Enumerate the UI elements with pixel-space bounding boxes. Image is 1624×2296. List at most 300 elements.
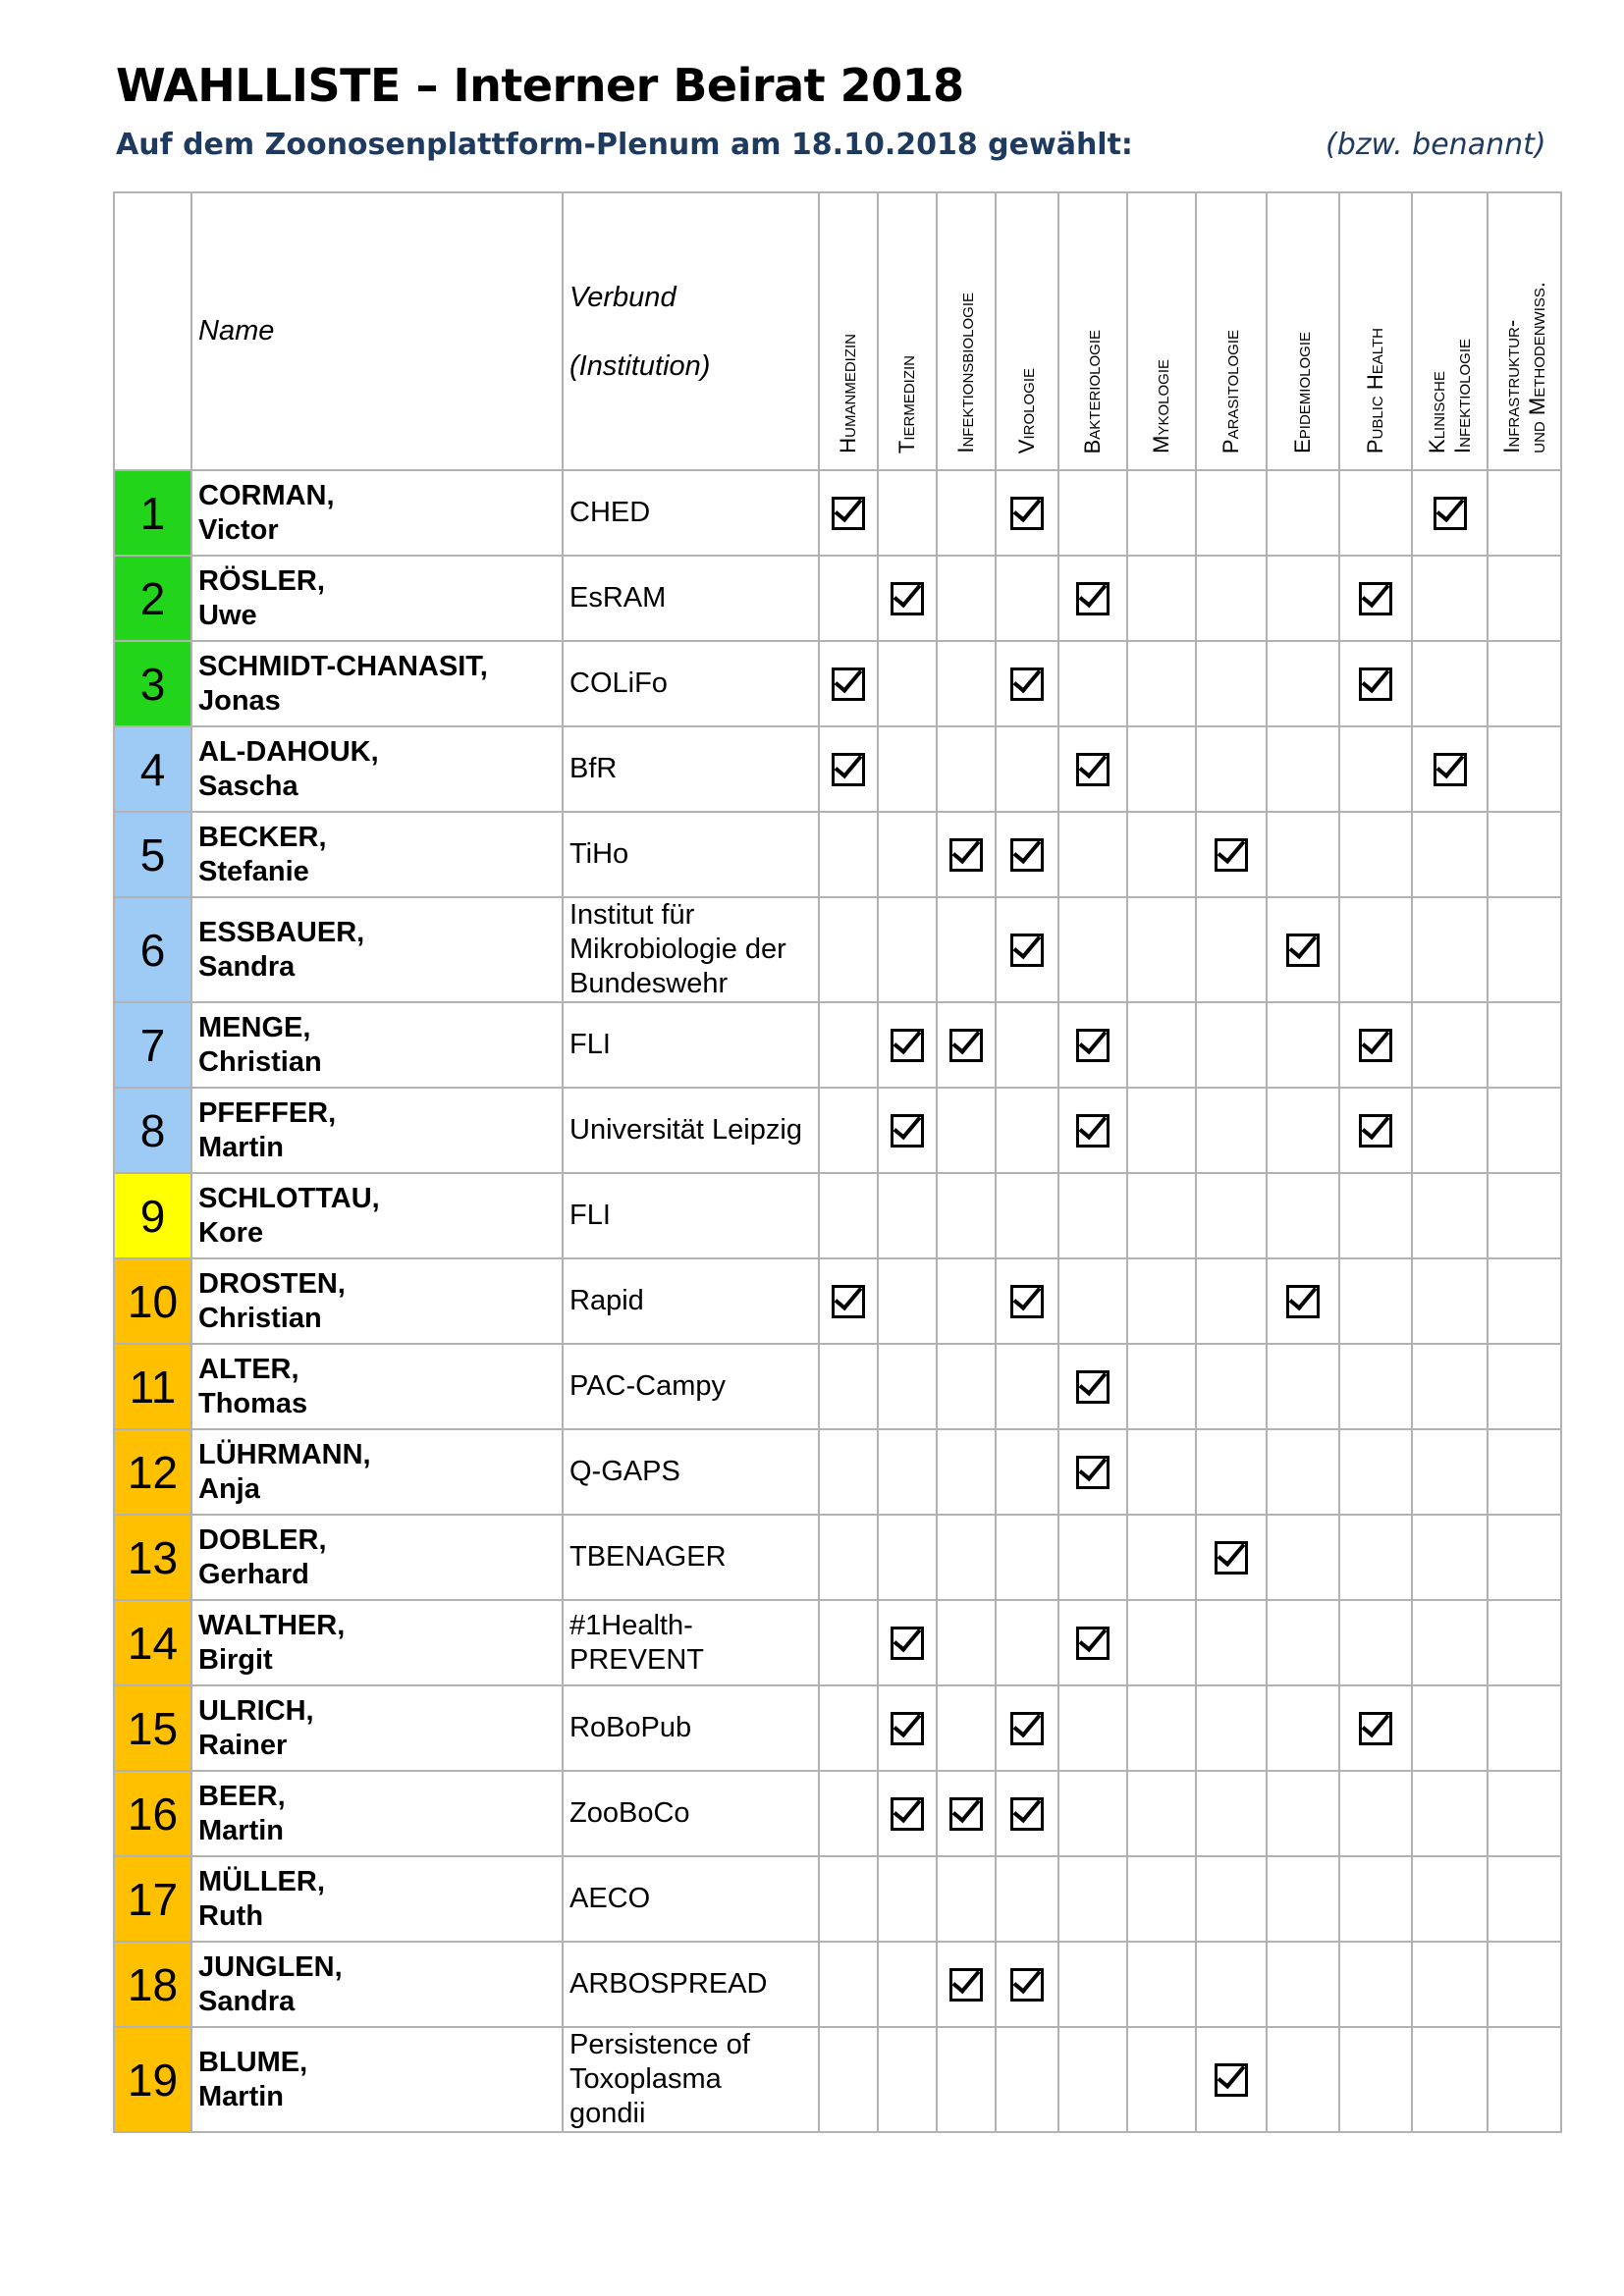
discipline-cell xyxy=(996,1856,1058,1942)
discipline-cell xyxy=(1058,1344,1127,1429)
member-first-name: Anja xyxy=(198,1472,260,1505)
discipline-cell xyxy=(1488,556,1561,641)
discipline-cell xyxy=(1412,1515,1488,1600)
member-last-name: CORMAN, xyxy=(198,479,335,511)
discipline-cell xyxy=(1488,812,1561,897)
discipline-cell xyxy=(1412,1344,1488,1429)
member-name xyxy=(191,556,563,641)
discipline-cell xyxy=(937,1002,996,1088)
discipline-cell xyxy=(1339,1258,1412,1344)
discipline-cell xyxy=(1127,556,1196,641)
discipline-cell xyxy=(1267,1515,1339,1600)
discipline-cell xyxy=(1196,1344,1267,1429)
discipline-cell xyxy=(819,1942,878,2027)
member-first-name: Victor xyxy=(198,513,279,546)
discipline-cell xyxy=(1058,897,1127,1002)
member-first-name: Gerhard xyxy=(198,1558,309,1590)
row-number: 9 xyxy=(114,1173,191,1258)
discipline-cell xyxy=(1412,1856,1488,1942)
header-humanmedizin: Humanmedizin xyxy=(819,192,878,470)
header-tiermedizin: Tiermedizin xyxy=(878,192,937,470)
discipline-cell xyxy=(1127,641,1196,726)
discipline-cell xyxy=(1339,1771,1412,1856)
member-first-name: Rainer xyxy=(198,1729,288,1761)
discipline-cell xyxy=(1058,641,1127,726)
verbund-line: Persistence of xyxy=(569,2029,750,2060)
member-verbund xyxy=(563,1600,819,1685)
discipline-cell xyxy=(1267,1600,1339,1685)
discipline-cell xyxy=(1196,1258,1267,1344)
checked-box-icon xyxy=(891,582,924,615)
checked-box-icon xyxy=(1010,1712,1044,1745)
verbund-line: Institut für xyxy=(569,899,695,931)
discipline-cell xyxy=(937,1942,996,2027)
row-number: 14 xyxy=(114,1600,191,1685)
discipline-cell xyxy=(996,1429,1058,1515)
member-name xyxy=(191,470,563,556)
discipline-cell xyxy=(1058,556,1127,641)
discipline-cell xyxy=(937,1600,996,1685)
discipline-cell xyxy=(1196,1429,1267,1515)
discipline-cell xyxy=(1339,1685,1412,1771)
discipline-cell xyxy=(1488,1600,1561,1685)
discipline-cell xyxy=(819,1685,878,1771)
discipline-cell xyxy=(996,897,1058,1002)
member-last-name: DOBLER, xyxy=(198,1523,327,1556)
checked-box-icon xyxy=(1434,497,1467,530)
discipline-cell xyxy=(1127,1685,1196,1771)
discipline-cell xyxy=(1488,1429,1561,1515)
discipline-cell xyxy=(996,470,1058,556)
discipline-cell xyxy=(996,1344,1058,1429)
checked-box-icon xyxy=(1286,934,1320,967)
discipline-cell xyxy=(1058,1942,1127,2027)
row-number: 2 xyxy=(114,556,191,641)
member-last-name: ESSBAUER, xyxy=(198,916,365,948)
member-verbund xyxy=(563,2027,819,2132)
discipline-cell xyxy=(937,1856,996,1942)
discipline-cell xyxy=(1339,470,1412,556)
discipline-cell xyxy=(878,812,937,897)
discipline-cell xyxy=(1488,726,1561,812)
discipline-cell xyxy=(996,2027,1058,2132)
discipline-cell xyxy=(1058,1002,1127,1088)
discipline-cell xyxy=(1127,897,1196,1002)
discipline-cell xyxy=(1412,470,1488,556)
checked-box-icon xyxy=(832,667,865,701)
discipline-cell xyxy=(1412,1942,1488,2027)
checked-box-icon xyxy=(1076,1627,1110,1660)
discipline-cell xyxy=(1412,726,1488,812)
discipline-cell xyxy=(937,470,996,556)
discipline-cell xyxy=(1412,556,1488,641)
member-last-name: ALTER, xyxy=(198,1353,299,1385)
discipline-cell xyxy=(1127,1942,1196,2027)
discipline-cell xyxy=(996,556,1058,641)
table-row xyxy=(114,470,1561,556)
discipline-cell xyxy=(1339,2027,1412,2132)
discipline-cell xyxy=(1127,726,1196,812)
member-name xyxy=(191,2027,563,2132)
discipline-cell xyxy=(819,1515,878,1600)
discipline-cell xyxy=(1339,726,1412,812)
checked-box-icon xyxy=(1359,1029,1392,1062)
table-row xyxy=(114,1771,1561,1856)
discipline-cell xyxy=(1339,1856,1412,1942)
discipline-cell xyxy=(1267,1856,1339,1942)
row-number: 3 xyxy=(114,641,191,726)
discipline-cell xyxy=(937,556,996,641)
discipline-cell xyxy=(878,1856,937,1942)
checked-box-icon xyxy=(949,1029,983,1062)
discipline-cell xyxy=(878,1088,937,1173)
discipline-cell xyxy=(1488,1344,1561,1429)
table-row xyxy=(114,1088,1561,1173)
table-row xyxy=(114,1685,1561,1771)
discipline-cell xyxy=(819,1173,878,1258)
member-verbund: FLI xyxy=(563,1173,819,1258)
discipline-cell xyxy=(878,726,937,812)
discipline-cell xyxy=(996,1515,1058,1600)
checked-box-icon xyxy=(1076,1370,1110,1404)
member-name xyxy=(191,1002,563,1088)
verbund-line: gondii xyxy=(569,2098,646,2129)
member-verbund: AECO xyxy=(563,1856,819,1942)
checked-box-icon xyxy=(1010,1968,1044,2002)
member-name xyxy=(191,1942,563,2027)
discipline-cell xyxy=(937,1685,996,1771)
discipline-cell xyxy=(1267,1173,1339,1258)
member-first-name: Sandra xyxy=(198,950,296,983)
member-first-name: Thomas xyxy=(198,1387,308,1419)
discipline-cell xyxy=(878,2027,937,2132)
discipline-cell xyxy=(1488,1685,1561,1771)
table-row xyxy=(114,1856,1561,1942)
checked-box-icon xyxy=(832,497,865,530)
verbund-line: Bundeswehr xyxy=(569,968,729,999)
checked-box-icon xyxy=(949,838,983,872)
member-last-name: SCHMIDT-CHANASIT, xyxy=(198,650,488,682)
discipline-cell xyxy=(878,897,937,1002)
discipline-cell xyxy=(996,1258,1058,1344)
discipline-cell xyxy=(1127,2027,1196,2132)
table-body xyxy=(114,470,1561,2132)
member-name xyxy=(191,1258,563,1344)
member-verbund: EsRAM xyxy=(563,556,819,641)
row-number: 15 xyxy=(114,1685,191,1771)
discipline-cell xyxy=(1412,897,1488,1002)
checked-box-icon xyxy=(1076,1029,1110,1062)
document-subtitle: Auf dem Zoonosenplattform-Plenum am 18.10.2018 gewählt: xyxy=(116,128,1133,162)
discipline-cell xyxy=(1127,1429,1196,1515)
discipline-cell xyxy=(1488,1002,1561,1088)
header-infrastruktur-methodenwiss: Infrastruktur- und Methodenwiss. xyxy=(1488,192,1561,470)
discipline-cell xyxy=(878,1515,937,1600)
discipline-cell xyxy=(1127,470,1196,556)
discipline-cell xyxy=(1488,1258,1561,1344)
member-first-name: Martin xyxy=(198,2080,284,2112)
discipline-cell xyxy=(1412,1002,1488,1088)
document-note: (bzw. benannt) xyxy=(1326,128,1546,162)
discipline-cell xyxy=(878,1429,937,1515)
row-number: 6 xyxy=(114,897,191,1002)
discipline-cell xyxy=(1127,1173,1196,1258)
discipline-cell xyxy=(819,1002,878,1088)
checked-box-icon xyxy=(1359,667,1392,701)
discipline-cell xyxy=(1339,1515,1412,1600)
row-number: 8 xyxy=(114,1088,191,1173)
discipline-cell xyxy=(1339,556,1412,641)
discipline-cell xyxy=(937,1088,996,1173)
discipline-cell xyxy=(1488,641,1561,726)
discipline-cell xyxy=(1488,1515,1561,1600)
member-name xyxy=(191,1600,563,1685)
table-row xyxy=(114,1942,1561,2027)
member-name xyxy=(191,641,563,726)
header-verbund-label: Verbund xyxy=(569,281,677,313)
checked-box-icon xyxy=(949,1797,983,1831)
discipline-cell xyxy=(1267,897,1339,1002)
discipline-cell xyxy=(819,641,878,726)
header-bakteriologie: Bakteriologie xyxy=(1058,192,1127,470)
discipline-cell xyxy=(937,812,996,897)
checked-box-icon xyxy=(1286,1285,1320,1318)
row-number: 10 xyxy=(114,1258,191,1344)
discipline-cell xyxy=(937,1173,996,1258)
verbund-line: Toxoplasma xyxy=(569,2063,722,2095)
discipline-cell xyxy=(819,897,878,1002)
discipline-cell xyxy=(1488,1088,1561,1173)
checked-box-icon xyxy=(1076,753,1110,786)
row-number: 7 xyxy=(114,1002,191,1088)
discipline-cell xyxy=(1267,1258,1339,1344)
discipline-cell xyxy=(1127,1344,1196,1429)
member-first-name: Birgit xyxy=(198,1643,273,1676)
member-first-name: Christian xyxy=(198,1302,322,1334)
member-last-name: BECKER, xyxy=(198,821,327,853)
row-number: 16 xyxy=(114,1771,191,1856)
header-mykologie: Mykologie xyxy=(1127,192,1196,470)
header-parasitologie: Parasitologie xyxy=(1196,192,1267,470)
discipline-cell xyxy=(1412,1088,1488,1173)
discipline-cell xyxy=(1196,556,1267,641)
discipline-cell xyxy=(937,1429,996,1515)
table-row xyxy=(114,1429,1561,1515)
discipline-cell xyxy=(1412,641,1488,726)
discipline-cell xyxy=(937,897,996,1002)
header-institution-label: (Institution) xyxy=(569,349,711,382)
discipline-cell xyxy=(878,1771,937,1856)
header-epidemiologie: Epidemiologie xyxy=(1267,192,1339,470)
member-name xyxy=(191,1685,563,1771)
member-last-name: BEER, xyxy=(198,1780,286,1812)
discipline-cell xyxy=(1127,1771,1196,1856)
member-verbund: Universität Leipzig xyxy=(563,1088,819,1173)
checked-box-icon xyxy=(891,1712,924,1745)
checked-box-icon xyxy=(1434,753,1467,786)
header-public-health: Public Health xyxy=(1339,192,1412,470)
discipline-cell xyxy=(878,1600,937,1685)
discipline-cell xyxy=(1412,2027,1488,2132)
table-header-row xyxy=(114,192,1561,470)
discipline-cell xyxy=(878,1173,937,1258)
discipline-cell xyxy=(1196,812,1267,897)
member-verbund: Rapid xyxy=(563,1258,819,1344)
member-name xyxy=(191,1173,563,1258)
discipline-cell xyxy=(1196,1856,1267,1942)
row-number: 17 xyxy=(114,1856,191,1942)
checked-box-icon xyxy=(1076,1456,1110,1489)
discipline-cell xyxy=(1339,641,1412,726)
checked-box-icon xyxy=(1010,934,1044,967)
discipline-cell xyxy=(819,470,878,556)
discipline-cell xyxy=(1127,812,1196,897)
discipline-cell xyxy=(1196,1942,1267,2027)
checked-box-icon xyxy=(891,1797,924,1831)
discipline-cell xyxy=(996,1173,1058,1258)
row-number: 18 xyxy=(114,1942,191,2027)
member-verbund: ZooBoCo xyxy=(563,1771,819,1856)
checked-box-icon xyxy=(1010,667,1044,701)
member-name xyxy=(191,1088,563,1173)
member-verbund: BfR xyxy=(563,726,819,812)
member-first-name: Martin xyxy=(198,1131,284,1163)
discipline-cell xyxy=(1127,1002,1196,1088)
member-last-name: BLUME, xyxy=(198,2046,308,2078)
checked-box-icon xyxy=(1076,582,1110,615)
member-verbund: ARBOSPREAD xyxy=(563,1942,819,2027)
document-title: WAHLLISTE – Interner Beirat 2018 xyxy=(116,59,964,112)
discipline-cell xyxy=(1412,1685,1488,1771)
discipline-cell xyxy=(1339,897,1412,1002)
discipline-cell xyxy=(1196,1173,1267,1258)
checked-box-icon xyxy=(1076,1114,1110,1148)
checked-box-icon xyxy=(1010,838,1044,872)
discipline-cell xyxy=(878,1344,937,1429)
discipline-cell xyxy=(1058,726,1127,812)
discipline-cell xyxy=(1267,2027,1339,2132)
discipline-cell xyxy=(1412,1258,1488,1344)
discipline-cell xyxy=(1488,897,1561,1002)
discipline-cell xyxy=(937,2027,996,2132)
discipline-cell xyxy=(1196,897,1267,1002)
discipline-cell xyxy=(996,641,1058,726)
discipline-cell xyxy=(1058,2027,1127,2132)
member-name xyxy=(191,897,563,1002)
discipline-cell xyxy=(937,1515,996,1600)
member-name xyxy=(191,1856,563,1942)
checked-box-icon xyxy=(832,753,865,786)
discipline-cell xyxy=(1058,812,1127,897)
discipline-cell xyxy=(996,1600,1058,1685)
discipline-cell xyxy=(878,1685,937,1771)
discipline-cell xyxy=(1058,1088,1127,1173)
discipline-cell xyxy=(1339,1429,1412,1515)
discipline-cell xyxy=(937,1344,996,1429)
member-last-name: SCHLOTTAU, xyxy=(198,1182,380,1214)
discipline-cell xyxy=(1267,1685,1339,1771)
discipline-cell xyxy=(1058,470,1127,556)
table-row xyxy=(114,641,1561,726)
discipline-cell xyxy=(1196,1515,1267,1600)
member-verbund xyxy=(563,897,819,1002)
member-first-name: Sandra xyxy=(198,1985,296,2017)
discipline-cell xyxy=(1267,470,1339,556)
member-verbund: PAC-Campy xyxy=(563,1344,819,1429)
row-number: 12 xyxy=(114,1429,191,1515)
discipline-cell xyxy=(1127,1258,1196,1344)
discipline-cell xyxy=(1196,1002,1267,1088)
checked-box-icon xyxy=(1359,1114,1392,1148)
member-verbund: TBENAGER xyxy=(563,1515,819,1600)
table-row xyxy=(114,2027,1561,2132)
discipline-cell xyxy=(1339,812,1412,897)
discipline-cell xyxy=(1488,2027,1561,2132)
discipline-cell xyxy=(1058,1515,1127,1600)
member-verbund: FLI xyxy=(563,1002,819,1088)
table-row xyxy=(114,1258,1561,1344)
discipline-cell xyxy=(1412,812,1488,897)
discipline-cell xyxy=(996,1088,1058,1173)
table-row xyxy=(114,1002,1561,1088)
header-klinische-infektiologie: Klinische Infektiologie xyxy=(1412,192,1488,470)
discipline-cell xyxy=(878,1942,937,2027)
checked-box-icon xyxy=(832,1285,865,1318)
discipline-cell xyxy=(1196,1600,1267,1685)
discipline-cell xyxy=(1196,2027,1267,2132)
row-number: 5 xyxy=(114,812,191,897)
discipline-cell xyxy=(937,1771,996,1856)
discipline-cell xyxy=(819,1856,878,1942)
checked-box-icon xyxy=(1215,1541,1248,1575)
discipline-cell xyxy=(1339,1088,1412,1173)
discipline-cell xyxy=(1058,1856,1127,1942)
table-row xyxy=(114,1600,1561,1685)
discipline-cell xyxy=(878,1002,937,1088)
discipline-cell xyxy=(1339,1344,1412,1429)
row-number: 11 xyxy=(114,1344,191,1429)
discipline-cell xyxy=(1196,1088,1267,1173)
discipline-cell xyxy=(1058,1685,1127,1771)
member-verbund: Q-GAPS xyxy=(563,1429,819,1515)
discipline-cell xyxy=(1196,1685,1267,1771)
table-row xyxy=(114,897,1561,1002)
discipline-cell xyxy=(1267,812,1339,897)
member-verbund: CHED xyxy=(563,470,819,556)
discipline-cell xyxy=(1267,1429,1339,1515)
discipline-cell xyxy=(1267,1088,1339,1173)
table-row xyxy=(114,1173,1561,1258)
discipline-cell xyxy=(819,1258,878,1344)
discipline-cell xyxy=(1412,1771,1488,1856)
header-number xyxy=(114,192,191,470)
discipline-cell xyxy=(819,2027,878,2132)
discipline-cell xyxy=(1058,1771,1127,1856)
discipline-cell xyxy=(1196,470,1267,556)
discipline-cell xyxy=(1267,1942,1339,2027)
discipline-cell xyxy=(937,1258,996,1344)
member-last-name: MÜLLER, xyxy=(198,1865,325,1897)
member-verbund: COLiFo xyxy=(563,641,819,726)
row-number: 13 xyxy=(114,1515,191,1600)
checked-box-icon xyxy=(891,1029,924,1062)
discipline-cell xyxy=(1127,1515,1196,1600)
discipline-cell xyxy=(1058,1258,1127,1344)
discipline-cell xyxy=(1488,470,1561,556)
member-first-name: Jonas xyxy=(198,684,281,717)
discipline-cell xyxy=(878,470,937,556)
verbund-line: Mikrobiologie der xyxy=(569,934,786,965)
